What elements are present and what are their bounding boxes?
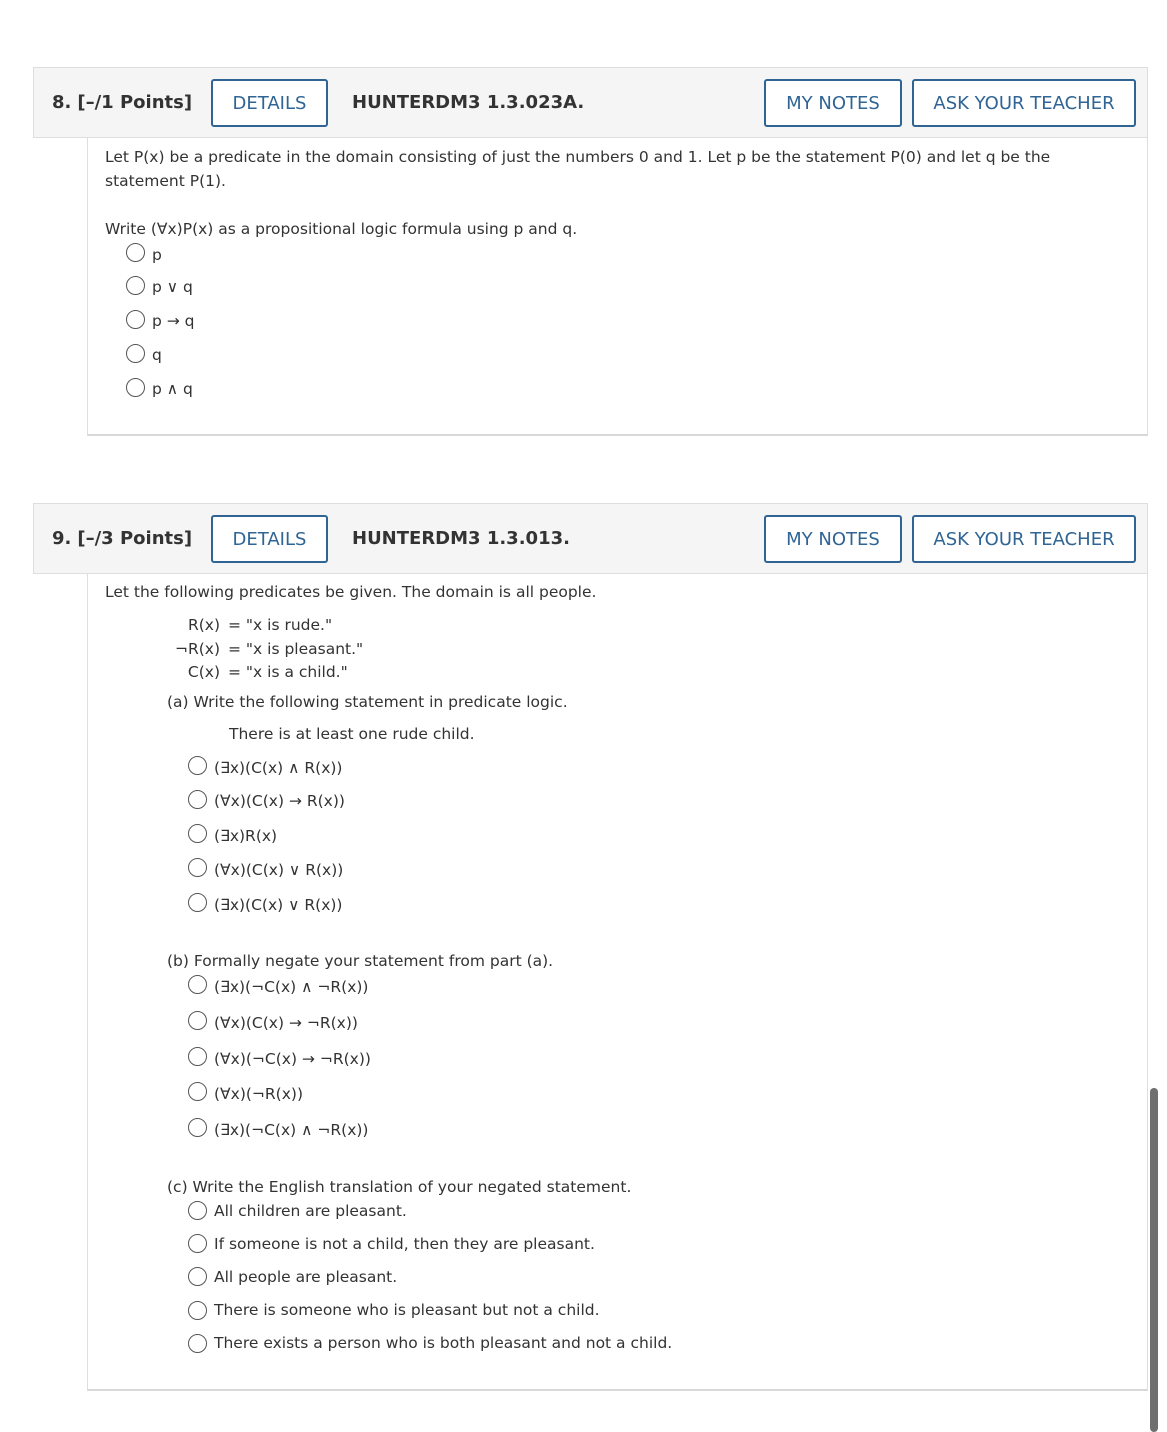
question-number-label: 8. xyxy=(52,92,72,113)
radio-button[interactable] xyxy=(188,1267,207,1286)
question-number xyxy=(52,528,192,549)
radio-button[interactable] xyxy=(188,824,207,843)
radio-button[interactable] xyxy=(188,1234,207,1253)
details-button[interactable]: DETAILS xyxy=(211,515,328,563)
definition-lhs: R(x) xyxy=(187,616,220,634)
definition-rhs: = "x is rude." xyxy=(228,616,333,634)
radio-button[interactable] xyxy=(188,1047,207,1066)
ask-your-teacher-button[interactable]: ASK YOUR TEACHER xyxy=(912,79,1136,127)
ask-your-teacher-button[interactable]: ASK YOUR TEACHER xyxy=(912,515,1136,563)
option-label: (∃x)(¬C(x) ∧ ¬R(x)) xyxy=(214,1121,369,1139)
question-prompt: Write (∀x)P(x) as a propositional logic formula using p and q. xyxy=(105,220,578,238)
part-a-statement: There is at least one rude child. xyxy=(229,725,475,743)
radio-button[interactable] xyxy=(188,1334,207,1353)
radio-button[interactable] xyxy=(188,1301,207,1320)
radio-button[interactable] xyxy=(126,310,145,329)
my-notes-button[interactable]: MY NOTES xyxy=(764,79,902,127)
option-label: There exists a person who is both pleasant and not a child. xyxy=(214,1334,673,1352)
question-8-header xyxy=(33,67,1148,138)
definition-rhs: = "x is pleasant." xyxy=(228,640,364,658)
radio-button[interactable] xyxy=(126,276,145,295)
question-points: [–/3 Points] xyxy=(77,528,193,549)
question-9-header xyxy=(33,503,1148,574)
option-label: (∀x)(C(x) → ¬R(x)) xyxy=(214,1014,358,1032)
radio-button[interactable] xyxy=(188,790,207,809)
question-id: HUNTERDM3 1.3.013. xyxy=(352,528,570,549)
question-8-body xyxy=(87,138,1148,436)
radio-button[interactable] xyxy=(188,1118,207,1137)
option-label: (∀x)(¬R(x)) xyxy=(214,1085,303,1103)
option-label: p → q xyxy=(152,312,195,330)
option-label: All children are pleasant. xyxy=(214,1202,407,1220)
option-label: q xyxy=(152,346,162,364)
my-notes-button[interactable]: MY NOTES xyxy=(764,515,902,563)
option-label: (∀x)(¬C(x) → ¬R(x)) xyxy=(214,1050,371,1068)
part-a-label: (a) Write the following statement in predicate logic. xyxy=(167,693,568,711)
definition-lhs: ¬R(x) xyxy=(174,640,220,658)
question-number-label: 9. xyxy=(52,528,72,549)
radio-button[interactable] xyxy=(188,1082,207,1101)
question-intro-line-2: statement P(1). xyxy=(105,172,226,190)
option-label: If someone is not a child, then they are pleasant. xyxy=(214,1235,595,1253)
definition-rhs: = "x is a child." xyxy=(228,663,348,681)
option-label: (∃x)(¬C(x) ∧ ¬R(x)) xyxy=(214,978,369,996)
question-id: HUNTERDM3 1.3.023A. xyxy=(352,92,585,113)
option-label: (∀x)(C(x) → R(x)) xyxy=(214,792,345,810)
option-label: (∀x)(C(x) ∨ R(x)) xyxy=(214,861,344,879)
option-label: There is someone who is pleasant but not a child. xyxy=(214,1301,600,1319)
scrollbar-thumb[interactable] xyxy=(1150,1088,1158,1432)
option-label: (∃x)(C(x) ∨ R(x)) xyxy=(214,896,343,914)
radio-button[interactable] xyxy=(126,344,145,363)
radio-button[interactable] xyxy=(188,858,207,877)
radio-button[interactable] xyxy=(188,1201,207,1220)
details-button[interactable]: DETAILS xyxy=(211,79,328,127)
definition-lhs: C(x) xyxy=(187,663,220,681)
radio-button[interactable] xyxy=(126,243,145,262)
radio-button[interactable] xyxy=(126,378,145,397)
option-label: (∃x)R(x) xyxy=(214,827,278,845)
option-label: p xyxy=(152,246,162,264)
part-c-label: (c) Write the English translation of your negated statement. xyxy=(167,1178,632,1196)
part-b-label: (b) Formally negate your statement from part (a). xyxy=(167,952,554,970)
radio-button[interactable] xyxy=(188,756,207,775)
question-number xyxy=(52,92,192,113)
option-label: All people are pleasant. xyxy=(214,1268,398,1286)
question-9-body xyxy=(87,574,1148,1391)
option-label: p ∨ q xyxy=(152,278,193,296)
radio-button[interactable] xyxy=(188,1011,207,1030)
radio-button[interactable] xyxy=(188,975,207,994)
radio-button[interactable] xyxy=(188,893,207,912)
question-intro-line-1: Let P(x) be a predicate in the domain consisting of just the numbers 0 and 1. Let p be the statement P(0) and let q be the xyxy=(105,148,1051,166)
question-points: [–/1 Points] xyxy=(77,92,193,113)
option-label: (∃x)(C(x) ∧ R(x)) xyxy=(214,759,343,777)
question-intro: Let the following predicates be given. The domain is all people. xyxy=(105,583,597,601)
option-label: p ∧ q xyxy=(152,380,193,398)
